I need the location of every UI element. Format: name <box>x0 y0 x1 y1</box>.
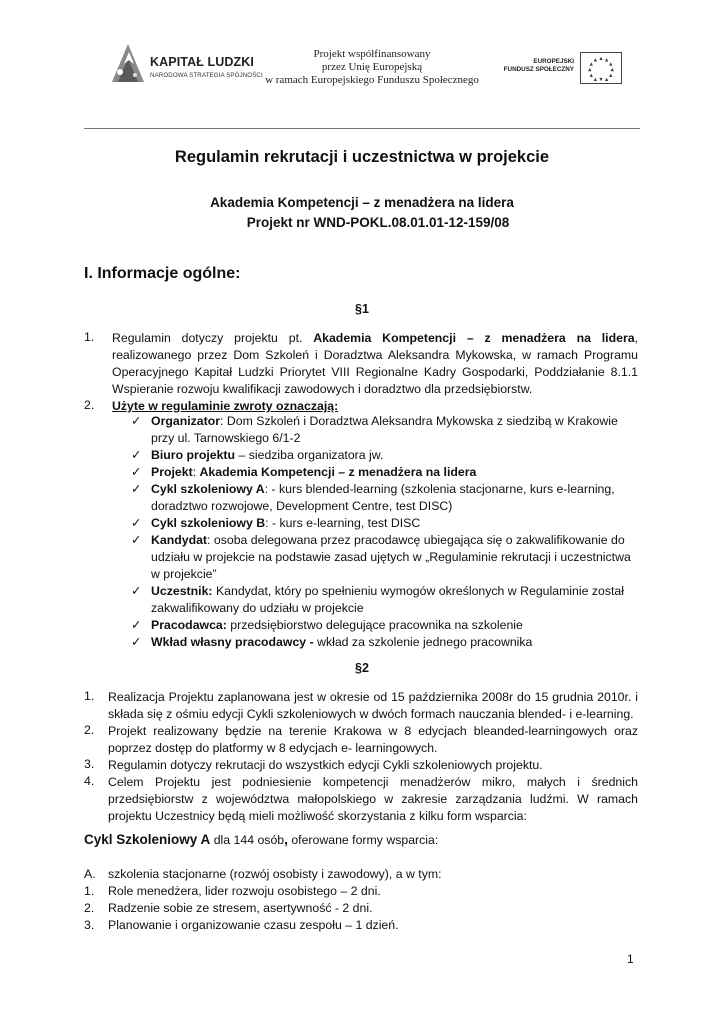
definition-term: Wkład własny pracodawcy - <box>151 635 314 649</box>
cofinancing-note <box>262 48 482 87</box>
definition-item <box>151 617 641 634</box>
section-heading: I. Informacje ogólne: <box>84 265 241 282</box>
definition-item <box>151 447 641 464</box>
paragraph-mark-1: §1 <box>355 302 369 316</box>
header-divider <box>84 128 640 129</box>
list-item: Radzenie sobie ze stresem, asertywność - 2 dni. <box>108 901 373 915</box>
definition-separator: : <box>192 465 200 479</box>
item-1-project: Akademia Kompetencji – z menadżera na lidera <box>313 331 635 345</box>
definition-separator: : - <box>265 516 280 530</box>
checkmark-icon: ✓ <box>131 635 142 649</box>
definition-term: Kandydat <box>151 533 208 547</box>
definition-text: przedsiębiorstwo delegujące pracownika na szkolenie <box>230 618 523 632</box>
definition-text: Dom Szkoleń i Doradztwa Aleksandra Mykowska z siedzibą w Krakowie przy ul. Tarnowskiego 6/1-2 <box>151 414 618 445</box>
item-text: Celem Projektu jest podniesienie kompetencji menadżerów mikro, małych i średnich przedsiębiorstw z województwa małopolskiego w zakresie zarządzania ludźmi. W ramach projektu Uczestnicy będą mieli możliwość skorzystania z kilku form wsparcia: <box>108 775 638 823</box>
definition-text: Kandydat, który po spełnieniu wymogów określonych w Regulaminie został zakwalifikowany do udziału w projekcie <box>151 584 624 615</box>
checkmark-icon: ✓ <box>131 584 142 598</box>
checkmark-icon: ✓ <box>131 618 142 632</box>
logo-title: KAPITAŁ LUDZKI <box>150 55 254 69</box>
definition-text: kurs e-learning, test DISC <box>279 516 421 530</box>
item-number: 1. <box>84 330 95 344</box>
definition-term: Cykl szkoleniowy A <box>151 482 265 496</box>
item-number: 4. <box>84 774 95 788</box>
item-1-pre: Regulamin dotyczy projektu pt. <box>112 331 314 345</box>
list-item: Role menedżera, lider rozwoju osobistego – 2 dni. <box>108 884 381 898</box>
definition-text: Akademia Kompetencji – z menadżera na lidera <box>199 465 477 479</box>
list-item: Planowanie i organizowanie czasu zespołu – 1 dzień. <box>108 918 399 932</box>
efs-logo <box>500 52 624 86</box>
item-number: 2. <box>84 723 95 737</box>
definition-item <box>151 583 641 617</box>
item-number: 3. <box>84 757 95 771</box>
definition-item <box>151 413 641 447</box>
checkmark-icon: ✓ <box>131 516 142 530</box>
item-text: Regulamin dotyczy rekrutacji do wszystkich edycji Cykli szkoleniowych projektu. <box>108 758 543 772</box>
definition-term: Organizator <box>151 414 221 428</box>
checkmark-icon: ✓ <box>131 448 142 462</box>
list-item: szkolenia stacjonarne (rozwój osobisty i zawodowy), a w tym: <box>108 867 442 881</box>
list-number: 3. <box>84 918 95 932</box>
cycle-a-count: dla 144 osób <box>210 833 285 847</box>
definition-separator: : - <box>264 482 280 496</box>
cycle-a-heading <box>84 832 438 847</box>
definition-item <box>151 532 641 583</box>
kapital-ludzki-logo <box>108 42 263 88</box>
definition-term: Projekt <box>151 465 193 479</box>
item-number: 1. <box>84 689 95 703</box>
cycle-a-title: Cykl Szkoleniowy A <box>84 832 211 847</box>
page-number: 1 <box>627 952 634 966</box>
list-number: 2. <box>84 901 95 915</box>
definition-text: siedziba organizatora jw. <box>248 448 384 462</box>
project-number: Projekt nr WND-POKL.08.01.01-12-159/08 <box>246 215 510 230</box>
definition-item <box>151 515 641 532</box>
checkmark-icon: ✓ <box>131 482 142 496</box>
definition-separator: : <box>207 533 214 547</box>
definitions-heading: Użyte w regulaminie zwroty oznaczają: <box>112 399 339 413</box>
checkmark-icon: ✓ <box>131 465 142 479</box>
list-number: A. <box>84 867 96 881</box>
definition-text: wkład za szkolenie jednego pracownika <box>317 635 533 649</box>
cycle-a-comma: , <box>284 832 288 847</box>
cofinancing-line-3: w ramach Europejskiego Funduszu Społecznego <box>265 74 479 86</box>
definition-term: Pracodawca: <box>151 618 227 632</box>
item-text: Realizacja Projektu zaplanowana jest w okresie od 15 października 2008r do 15 grudnia 2010r. i składa się z ośmiu edycji Cykli szkoleniowych w dwóch formach nauczania blended- i e-learning. <box>108 690 638 721</box>
item-text: Projekt realizowany będzie na terenie Krakowa w 8 edycjach bleanded-learningowych oraz poprzez dostęp do platformy w 8 edycjach e- learningowych. <box>108 724 638 755</box>
project-name: Akademia Kompetencji – z menadżera na lidera <box>210 195 514 210</box>
cofinancing-line-2: przez Unię Europejską <box>321 61 423 73</box>
definition-separator: : <box>220 414 227 428</box>
paragraph-mark-2: §2 <box>355 661 369 675</box>
item-1-post: , realizowanego przez Dom Szkoleń i Doradztwa Aleksandra Mykowska, w ramach Programu Operacyjnego Kapitał Ludzki Priorytet VIII Regionalne Kadry Gospodarki, Poddziałanie 8.1.1 Wspieranie rozwoju kwalifikacji zawodowych i doradztwo dla przedsiębiorstw. <box>112 331 638 396</box>
definition-text: kurs blended-learning (szkolenia stacjonarne, kurs e-learning, doradztwo rozwojowe, Development Centre, test DISC) <box>151 482 615 513</box>
efs-text <box>500 58 574 74</box>
kapital-ludzki-mark-icon <box>108 42 146 88</box>
checkmark-icon: ✓ <box>131 533 142 547</box>
definition-separator: – <box>235 448 249 462</box>
cofinancing-line-1: Projekt współfinansowany <box>313 48 431 60</box>
efs-line-1: EUROPEJSKI <box>533 58 574 65</box>
cycle-a-rest: oferowane formy wsparcia: <box>287 833 439 847</box>
document-title: Regulamin rekrutacji i uczestnictwa w projekcie <box>174 148 550 166</box>
definition-text: osoba delegowana przez pracodawcę ubiegająca się o zakwalifikowanie do udziału w projekcie na podstawie zasad ujętych w „Regulaminie rekrutacji i uczestnictwa w projekcie” <box>151 533 631 581</box>
list-number: 1. <box>84 884 95 898</box>
definition-term: Biuro projektu <box>151 448 236 462</box>
item-number: 2. <box>84 398 95 412</box>
definition-item <box>151 464 641 481</box>
logo-subtitle: NARODOWA STRATEGIA SPÓJNOŚCI <box>150 72 263 79</box>
definition-item <box>151 481 641 515</box>
definition-term: Cykl szkoleniowy B <box>151 516 266 530</box>
definition-term: Uczestnik: <box>151 584 213 598</box>
checkmark-icon: ✓ <box>131 414 142 428</box>
efs-line-2: FUNDUSZ SPOŁECZNY <box>503 66 574 73</box>
definition-item <box>151 634 641 651</box>
eu-flag-icon <box>580 52 622 84</box>
item-1-text <box>112 330 638 398</box>
